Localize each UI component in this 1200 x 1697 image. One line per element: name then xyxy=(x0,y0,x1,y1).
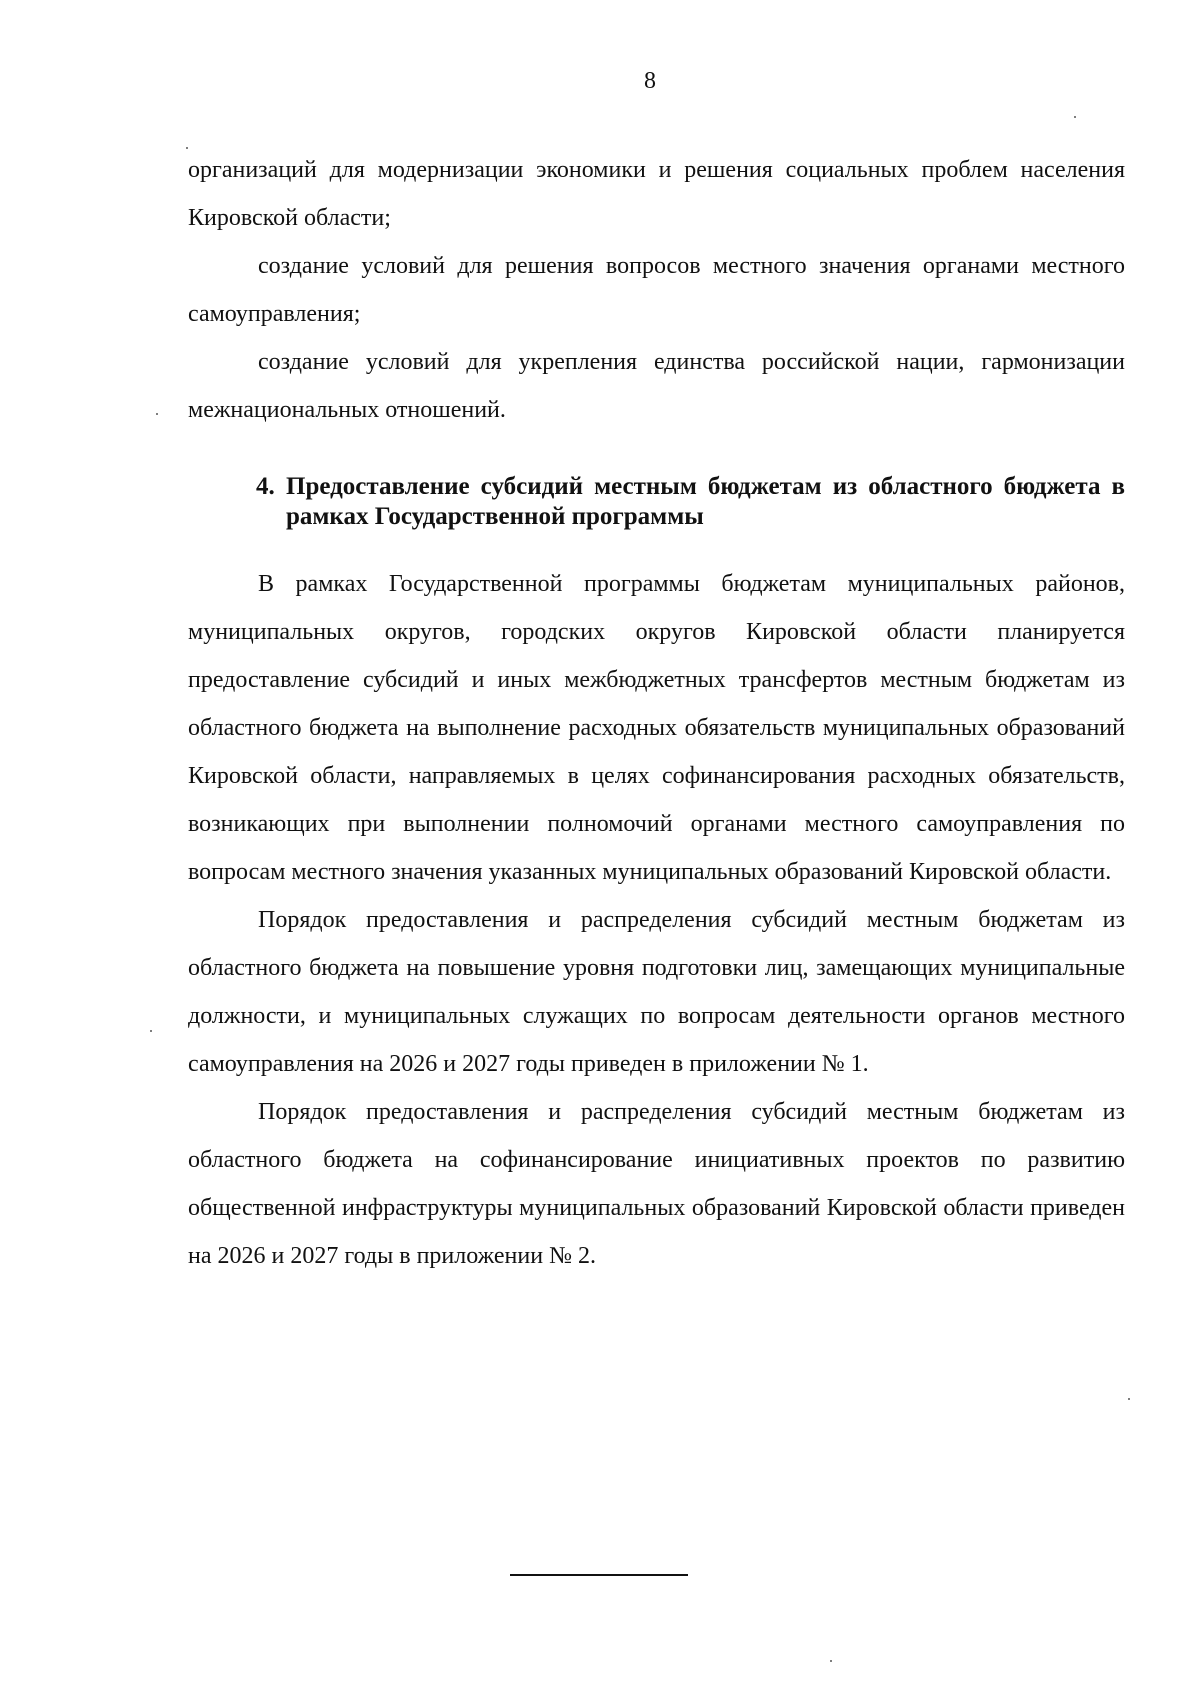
intro-paragraph-continuation: организаций для модернизации экономики и решения социальных проблем населения Кировской области; xyxy=(188,157,1125,231)
section-heading-line xyxy=(256,472,1125,532)
intro-paragraph-national-unity: создание условий для укрепления единства российской нации, гармонизации межнациональных отношений. xyxy=(188,349,1125,423)
scan-speck xyxy=(1074,116,1076,118)
section-heading xyxy=(256,472,1125,532)
body-paragraph-appendix-2: Порядок предоставления и распределения субсидий местным бюджетам из областного бюджета на софинансирование инициативных проектов по развитию общественной инфраструктуры муниципальных образований Кировской области приведен на 2026 и 2027 годы в приложении № 2. xyxy=(188,1099,1125,1269)
scan-speck xyxy=(156,413,158,415)
body-paragraph-subsidies: В рамках Государственной программы бюджетам муниципальных районов, муниципальных округов, городских округов Кировской области планируется предоставление субсидий и иных межбюджетных трансфертов местным бюджетам из областного бюджета на выполнение расходных обязательств муниципальных образований Кировской области, направляемых в целях софинансирования расходных обязательств, возникающих при выполнении полномочий органами местного самоуправления по вопросам местного значения указанных муниципальных образований Кировской области. xyxy=(188,571,1125,885)
section-number: 4. xyxy=(256,473,275,500)
scan-speck xyxy=(150,1030,152,1032)
page-number: 8 xyxy=(644,68,656,94)
section-title: Предоставление субсидий местным бюджетам из областного бюджета в рамках Государственной программы xyxy=(286,473,1125,530)
scan-speck xyxy=(1128,1398,1130,1400)
end-divider xyxy=(510,1574,688,1576)
scan-speck xyxy=(830,1660,832,1662)
intro-section xyxy=(188,146,1125,434)
scan-speck xyxy=(186,147,188,149)
body-paragraph-appendix-1: Порядок предоставления и распределения субсидий местным бюджетам из областного бюджета на повышение уровня подготовки лиц, замещающих муниципальные должности, и муниципальных служащих по вопросам деятельности органов местного самоуправления на 2026 и 2027 годы приведен в приложении № 1. xyxy=(188,907,1125,1077)
intro-paragraph-local-issues: создание условий для решения вопросов местного значения органами местного самоуправления; xyxy=(188,253,1125,327)
section-body xyxy=(188,560,1125,1280)
